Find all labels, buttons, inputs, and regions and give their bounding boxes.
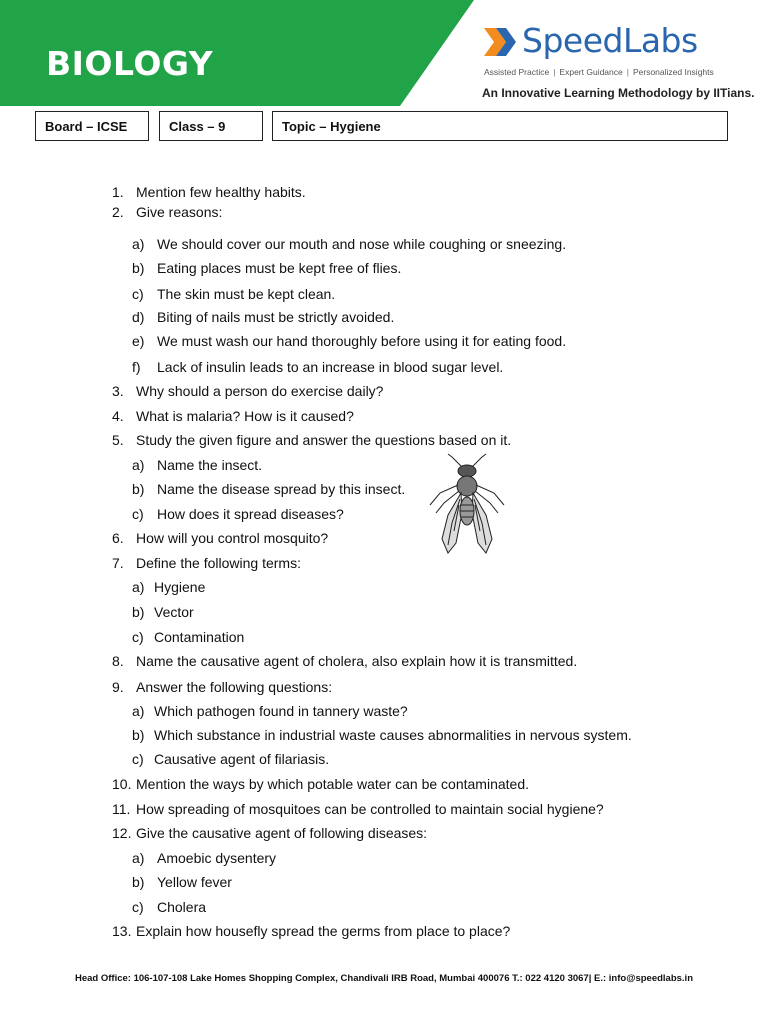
brand-tag: Personalized Insights <box>632 67 714 77</box>
question-8: 8. Name the causative agent of cholera, also explain how it is transmitted. <box>112 653 578 669</box>
subject-title: BIOLOGY <box>46 44 214 83</box>
question-7a: a) Hygiene <box>132 579 206 595</box>
class-label: Class – 9 <box>169 119 226 134</box>
question-5: 5. Study the given figure and answer the questions based on it. <box>112 432 512 448</box>
question-5c: c) How does it spread diseases? <box>132 506 344 522</box>
question-13: 13. Explain how housefly spread the germs from place to place? <box>112 923 511 939</box>
question-12: 12. Give the causative agent of following diseases: <box>112 825 428 841</box>
housefly-figure <box>426 453 508 557</box>
question-6: 6. How will you control mosquito? <box>112 530 329 546</box>
question-7b: b) Vector <box>132 604 194 620</box>
question-10: 10. Mention the ways by which potable water can be contaminated. <box>112 776 530 792</box>
brand-tag: Assisted Practice <box>484 67 550 77</box>
question-9c: c) Causative agent of filariasis. <box>132 751 330 767</box>
question-12b: b) Yellow fever <box>132 874 232 890</box>
question-7: 7. Define the following terms: <box>112 555 301 571</box>
speedlabs-chevron-icon <box>482 24 518 60</box>
question-2d: d) Biting of nails must be strictly avoided. <box>132 309 395 325</box>
topic-box <box>272 111 728 141</box>
question-12c: c) Cholera <box>132 899 207 915</box>
question-7c: c) Contamination <box>132 629 245 645</box>
question-5a: a) Name the insect. <box>132 457 263 473</box>
question-12a: a) Amoebic dysentery <box>132 850 277 866</box>
question-2c: c) The skin must be kept clean. <box>132 286 336 302</box>
brand-tag: Expert Guidance <box>559 67 623 77</box>
question-11: 11. How spreading of mosquitoes can be controlled to maintain social hygiene? <box>112 801 604 817</box>
board-box <box>35 111 149 141</box>
footer-address: Head Office: 106-107-108 Lake Homes Shopping Complex, Chandivali IRB Road, Mumbai 400076 T.: 022 4120 3067| E.: info@speedlabs.in <box>74 973 693 984</box>
question-9: 9. Answer the following questions: <box>112 679 333 695</box>
question-1: 1. Mention few healthy habits. <box>112 184 306 200</box>
question-9b: b) Which substance in industrial waste causes abnormalities in nervous system. <box>132 727 632 743</box>
question-2: 2. Give reasons: <box>112 204 223 220</box>
board-label: Board – ICSE <box>45 119 128 134</box>
question-5b: b) Name the disease spread by this insect. <box>132 481 406 497</box>
class-box <box>159 111 263 141</box>
question-2f: f) Lack of insulin leads to an increase in blood sugar level. <box>132 359 504 375</box>
question-2e: e) We must wash our hand thoroughly before using it for eating food. <box>132 333 567 349</box>
question-3: 3. Why should a person do exercise daily? <box>112 383 384 399</box>
question-4: 4. What is malaria? How is it caused? <box>112 408 354 424</box>
brand-tagline: An Innovative Learning Methodology by IITians. <box>482 86 755 100</box>
brand-name: SpeedLabs <box>522 21 698 60</box>
question-9a: a) Which pathogen found in tannery waste? <box>132 703 408 719</box>
brand-tags: Assisted Practice | Expert Guidance | Personalized Insights <box>484 67 714 77</box>
question-2a: a) We should cover our mouth and nose while coughing or sneezing. <box>132 236 567 252</box>
topic-label: Topic – Hygiene <box>282 119 381 134</box>
speedlabs-logo <box>478 18 755 106</box>
question-2b: b) Eating places must be kept free of flies. <box>132 260 402 276</box>
